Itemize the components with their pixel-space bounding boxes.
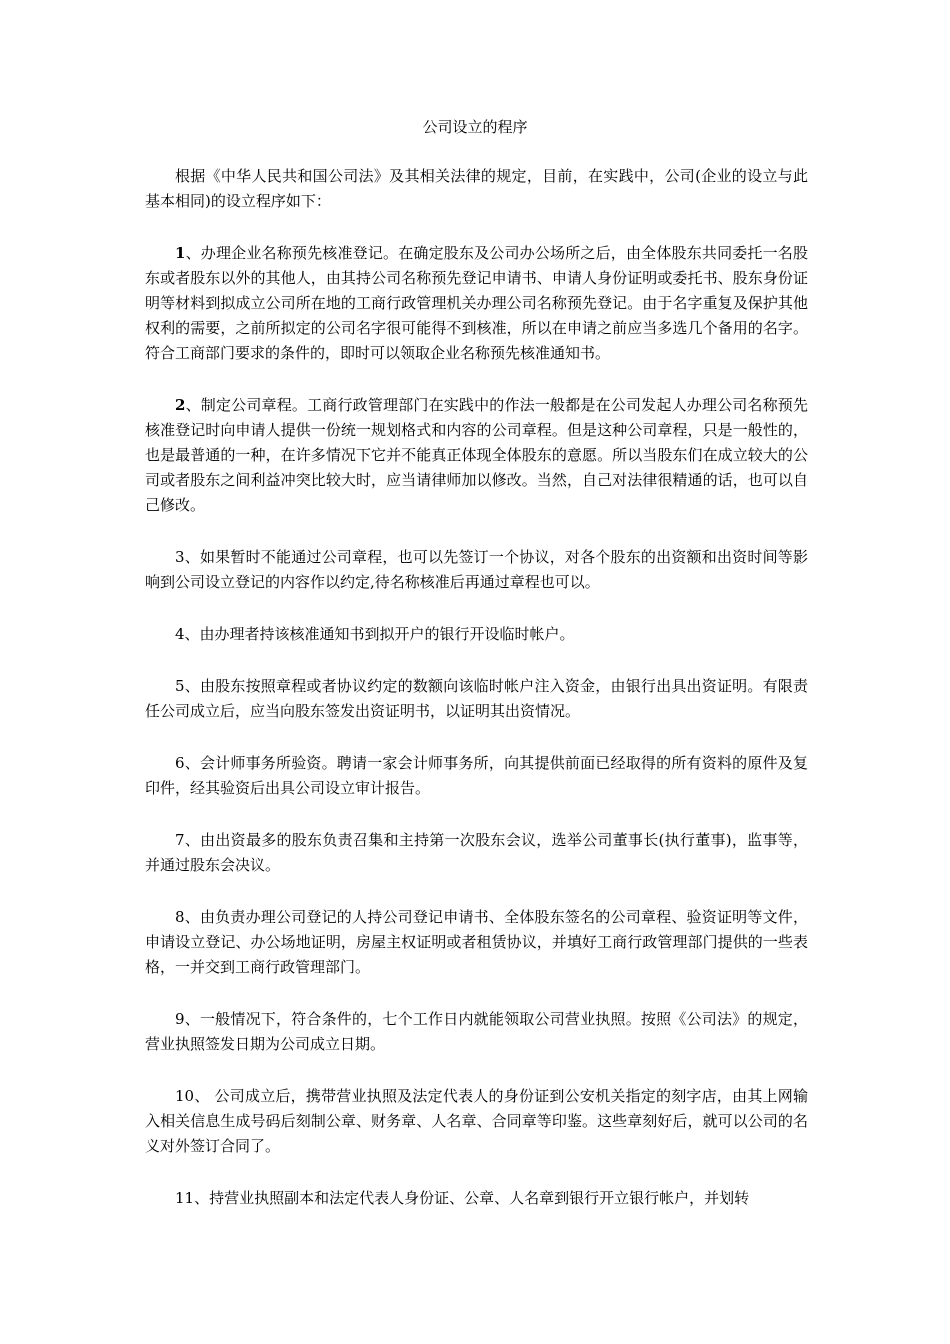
step-number: 3 xyxy=(175,548,185,566)
step-number: 2 xyxy=(175,396,186,414)
step-number: 7 xyxy=(175,831,185,849)
step-number: 6 xyxy=(175,754,185,772)
step-paragraph-1 xyxy=(145,241,808,366)
step-number: 4 xyxy=(175,625,185,643)
step-paragraph-6 xyxy=(145,751,808,801)
step-text: 、由负责办理公司登记的人持公司登记申请书、全体股东签名的公司章程、验资证明等文件，申请设立登记、办公场地证明，房屋主权证明或者租赁协议，并填好工商行政管理部门提供的一些表格，一并交到工商行政管理部门。 xyxy=(145,908,808,976)
step-paragraph-8 xyxy=(145,905,808,980)
step-paragraph-7 xyxy=(145,828,808,878)
intro-paragraph: 根据《中华人民共和国公司法》及其相关法律的规定，目前，在实践中，公司(企业的设立与此基本相同)的设立程序如下： xyxy=(145,167,808,210)
document-body xyxy=(145,164,808,1238)
step-text: 、制定公司章程。工商行政管理部门在实践中的作法一般都是在公司发起人办理公司名称预先核准登记时向申请人提供一份统一规划格式和内容的公司章程。但是这种公司章程，只是一般性的，也是最普通的一种，在许多情况下它并不能真正体现全体股东的意愿。所以当股东们在成立较大的公司或者股东之间利益冲突比较大时，应当请律师加以修改。当然，自己对法律很精通的话，也可以自己修改。 xyxy=(145,396,808,514)
step-number: 10 xyxy=(175,1087,195,1105)
step-paragraph-3 xyxy=(145,545,808,595)
step-number: 1 xyxy=(175,244,186,262)
step-number: 11 xyxy=(175,1189,195,1207)
step-text: 、由办理者持该核准通知书到拟开户的银行开设临时帐户。 xyxy=(184,625,575,643)
step-text: 、办理企业名称预先核准登记。在确定股东及公司办公场所之后，由全体股东共同委托一名股东或者股东以外的其他人，由其持公司名称预先登记申请书、申请人身份证明或委托书、股东身份证明等材料到拟成立公司所在地的工商行政管理机关办理公司名称预先登记。由于名字重复及保护其他权利的需要，之前所拟定的公司名字很可能得不到核准，所以在申请之前应当多选几个备用的名字。符合工商部门要求的条件的，即时可以领取企业名称预先核准通知书。 xyxy=(145,244,808,362)
step-number: 5 xyxy=(175,677,185,695)
step-number: 8 xyxy=(175,908,185,926)
step-paragraph-2 xyxy=(145,393,808,518)
step-text: 、一般情况下，符合条件的，七个工作日内就能领取公司营业执照。按照《公司法》的规定，营业执照签发日期为公司成立日期。 xyxy=(145,1010,808,1053)
step-paragraph-4 xyxy=(145,622,808,647)
step-text: 、 公司成立后，携带营业执照及法定代表人的身份证到公安机关指定的刻字店，由其上网输入相关信息生成号码后刻制公章、财务章、人名章、合同章等印鉴。这些章刻好后，就可以公司的名义对外签订合同了。 xyxy=(145,1087,808,1155)
step-number: 9 xyxy=(175,1010,185,1028)
step-text: 、由出资最多的股东负责召集和主持第一次股东会议，选举公司董事长(执行董事)，监事等，并通过股东会决议。 xyxy=(145,831,808,874)
step-text: 、持营业执照副本和法定代表人身份证、公章、人名章到银行开立银行帐户，并划转 xyxy=(194,1189,750,1207)
document-title: 公司设立的程序 xyxy=(422,118,528,136)
step-paragraph-10 xyxy=(145,1084,808,1159)
step-paragraph-5 xyxy=(145,674,808,724)
step-text: 、由股东按照章程或者协议约定的数额向该临时帐户注入资金，由银行出具出资证明。有限责任公司成立后，应当向股东签发出资证明书，以证明其出资情况。 xyxy=(145,677,808,720)
step-text: 、会计师事务所验资。聘请一家会计师事务所，向其提供前面已经取得的所有资料的原件及复印件，经其验资后出具公司设立审计报告。 xyxy=(145,754,808,797)
step-paragraph-11 xyxy=(145,1186,808,1211)
step-text: 、如果暂时不能通过公司章程，也可以先签订一个协议，对各个股东的出资额和出资时间等影响到公司设立登记的内容作以约定,待名称核准后再通过章程也可以。 xyxy=(145,548,808,591)
step-paragraph-9 xyxy=(145,1007,808,1057)
